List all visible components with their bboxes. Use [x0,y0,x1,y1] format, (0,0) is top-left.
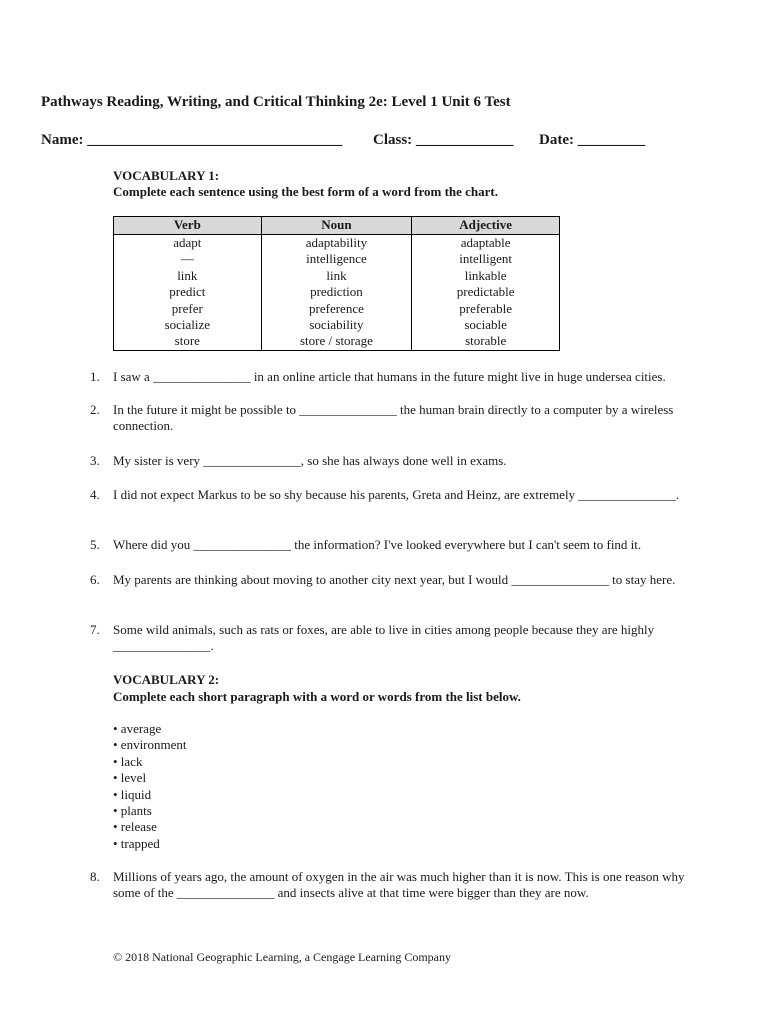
adjective-cell: preferable [412,301,560,317]
date-field[interactable]: Date: _________ [539,132,646,148]
noun-cell: intelligence [261,251,412,267]
question-text: Some wild animals, such as rats or foxes, are able to live in cities among people because they are highly _______________. [113,622,655,653]
vocab2-heading: VOCABULARY 2: [113,672,220,687]
list-item: • level [113,770,147,786]
question-number: 5. [90,537,100,552]
table-row [114,268,560,284]
question-text: In the future it might be possible to _______________ the human brain directly to a computer by a wireless connection. [113,402,674,433]
noun-cell: preference [261,301,412,317]
question-number: 4. [90,487,100,502]
question-text: Millions of years ago, the amount of oxygen in the air was much higher than it is now. This is one reason why some of the _______________ and insects alive at that time were bigger than they are now. [113,869,685,900]
column-header-noun: Noun [261,217,412,235]
question-number: 7. [90,622,100,637]
verb-cell: predict [114,284,262,300]
question-number: 3. [90,453,100,468]
noun-cell: store / storage [261,333,412,350]
adjective-cell: intelligent [412,251,560,267]
adjective-cell: linkable [412,268,560,284]
list-item: • plants [113,803,152,819]
list-item: • lack [113,753,143,769]
table-row [114,301,560,317]
question-text: I did not expect Markus to be so shy because his parents, Greta and Heinz, are extremely _______________. [113,487,680,502]
vocab1-instruction: Complete each sentence using the best form of a word from the chart. [113,184,498,199]
noun-cell: adaptability [261,235,412,252]
table-row [114,317,560,333]
copyright-footer: © 2018 National Geographic Learning, a Cengage Learning Company [113,950,452,964]
table-row [114,251,560,267]
noun-cell: prediction [261,284,412,300]
adjective-cell: predictable [412,284,560,300]
noun-cell: sociability [261,317,412,333]
question-number: 1. [90,369,100,384]
list-item: • release [113,819,157,835]
adjective-cell: sociable [412,317,560,333]
list-item: • environment [113,737,187,753]
class-field[interactable]: Class: _____________ [373,132,514,148]
question-text: Where did you _______________ the information? I've looked everywhere but I can't seem to find it. [113,537,642,552]
question-number: 8. [90,869,100,884]
table-row [114,284,560,300]
vocab1-heading: VOCABULARY 1: [113,168,220,183]
vocab-chart [113,216,560,351]
page-title: Pathways Reading, Writing, and Critical Thinking 2e: Level 1 Unit 6 Test [41,94,511,110]
verb-cell: adapt [114,235,262,252]
column-header-adjective: Adjective [412,217,560,235]
verb-cell: link [114,268,262,284]
table-row [114,235,560,252]
question-number: 2. [90,402,100,417]
adjective-cell: storable [412,333,560,350]
word-list [113,721,187,852]
question-text: My parents are thinking about moving to another city next year, but I would _______________ to stay here. [113,572,676,587]
question-text: My sister is very _______________, so she has always done well in exams. [113,453,507,468]
question-text: I saw a _______________ in an online article that humans in the future might live in huge undersea cities. [113,369,666,384]
table-row [114,333,560,350]
verb-cell: store [114,333,262,350]
adjective-cell: adaptable [412,235,560,252]
list-item: • average [113,721,162,736]
question-number: 6. [90,572,100,587]
verb-cell: socialize [114,317,262,333]
vocab2-instruction: Complete each short paragraph with a word or words from the list below. [113,689,521,704]
list-item: • trapped [113,835,160,851]
list-item: • liquid [113,786,152,802]
column-header-verb: Verb [114,217,262,235]
verb-cell: prefer [114,301,262,317]
verb-cell: — [114,251,262,267]
noun-cell: link [261,268,412,284]
name-field[interactable]: Name: __________________________________ [41,132,343,148]
